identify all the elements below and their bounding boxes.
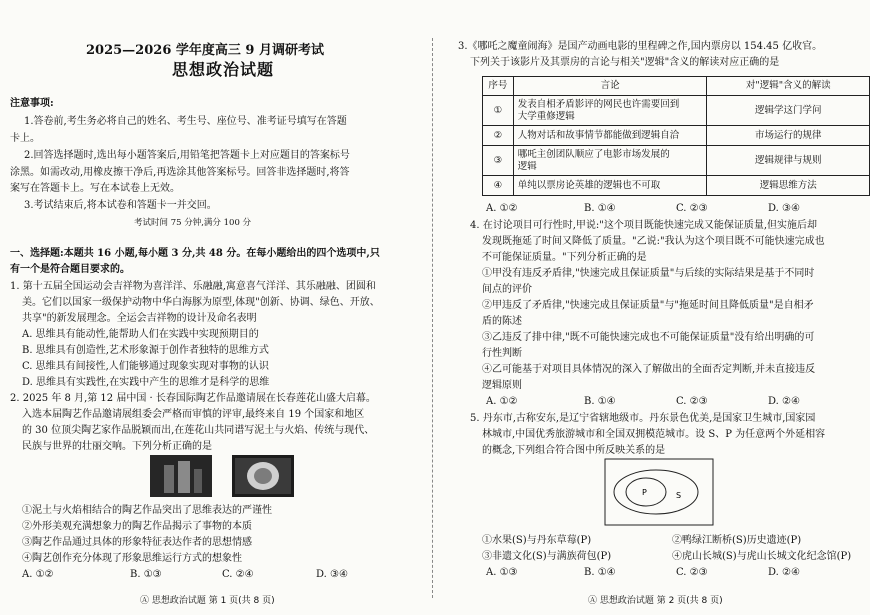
question-1-stem: 1. 第十五届全国运动会吉祥物为喜洋洋、乐融融,寓意喜气洋洋、其乐融融、团圆和 [10,281,376,292]
question-5-option: ③非遗文化(S)与满族荷包(P) [482,551,612,562]
question-2-statement: ②外形美观充满想象力的陶艺作品揭示了事物的本质 [22,521,252,532]
question-2-statement: ④陶艺创作充分体现了形象思维运行方式的想象性 [22,553,242,564]
question-5-choice: A. ①③ [486,567,518,578]
question-1-option: C. 思维具有间接性,人们能够通过现象实现对事物的认识 [22,361,269,372]
table-cell [513,146,707,176]
question-4-statement: 盾的陈述 [482,316,522,327]
note-line: 卡上。 [10,133,40,144]
question-4-stem: 不可能保证质量。"下列分析正确的是 [482,252,647,263]
diagram-label-p: P [642,488,647,497]
question-2-choice: C. ②④ [222,569,254,580]
notes-title: 注意事项: [10,98,54,109]
question-5-stem: 的概念,下列组合符合图中所反映关系的是 [482,445,666,456]
note-line: 2.回答选择题时,选出每小题答案后,用铅笔把答题卡上对应题目的答案标号 [24,150,350,161]
table-row [483,96,870,126]
table-header: 对"逻辑"含义的解读 [707,77,870,96]
question-2-statement: ③陶艺作品通过具体的形象特征表达作者的思想情感 [22,537,252,548]
outer-ellipse [614,470,698,514]
question-5-stem: 5. 丹东市,古称安东,是辽宁省辖地级市。丹东景色优美,是国家卫生城市,国家园 [470,413,816,424]
question-3-choice: C. ②③ [676,203,708,214]
section-instruction: 有一个是符合题目要求的。 [10,264,130,275]
question-3-choice: B. ①④ [584,203,616,214]
question-2-stem: 的 30 位顶尖陶艺家作品脱颖而出,在莲花山共同谱写泥土与火焰、传统与现代、 [22,425,375,436]
concept-relation-diagram [604,458,714,526]
question-5-choice: D. ②④ [768,567,800,578]
question-5-choice: C. ②③ [676,567,708,578]
question-4-stem: 发现既拖延了时间又降低了质量。"乙说:"我认为这个项目既不可能快速完成也 [482,236,825,247]
table-cell: 逻辑学这门学问 [707,96,870,126]
question-4-statement: ②甲违反了矛盾律,"快速完成且保证质量"与"拖延时间且降低质量"是自相矛 [482,300,814,311]
question-3-choice: A. ①② [486,203,518,214]
cell-text: 大学重修逻辑 [517,110,575,122]
table-cell: 市场运行的规律 [707,126,870,146]
section-instruction: 一、选择题:本题共 16 小题,每小题 3 分,共 48 分。在每小题给出的四个选项中,只 [10,248,380,259]
question-4-statement: 逻辑原则 [482,380,522,391]
table-cell: ③ [483,146,514,176]
question-4-choice: C. ②③ [676,396,708,407]
question-3-stem: 3.《哪吒之魔童闹海》是国产动画电影的里程碑之作,国内票房以 154.45 亿收官。 [458,41,823,52]
exam-title: 2025—2026 学年度高三 9 月调研考试 [86,43,324,58]
exam-time: 考试时间 75 分钟,满分 100 分 [134,218,252,228]
question-4-statement: 行性判断 [482,348,522,359]
question-1-option: B. 思维具有创造性,艺术形象源于创作者独特的思维方式 [22,345,269,356]
note-line: 涂黑。如需改动,用橡皮擦干净后,再选涂其他答案标号。回答非选择题时,将答 [10,167,350,178]
cell-text: 逻辑 [517,160,537,172]
table-cell: ④ [483,176,514,196]
note-line: 1.答卷前,考生务必将自己的姓名、考生号、座位号、准考证号填写在答题 [24,116,347,127]
question-1-option: A. 思维具有能动性,能帮助人们在实践中实现预期目的 [22,329,259,340]
table-header: 序号 [483,77,514,96]
logic-table [482,76,870,196]
table-cell: ② [483,126,514,146]
question-2-choice: B. ①③ [130,569,162,580]
question-1-stem: 美。它们以国家一级保护动物中华白海豚为原型,体现"创新、协调、绿色、开放、 [22,297,380,308]
question-4-statement: 间点的评价 [482,284,532,295]
note-line: 3.考试结束后,将本试卷和答题卡一并交回。 [24,200,217,211]
diagram-label-s: S [676,491,682,500]
question-4-choice: D. ②④ [768,396,800,407]
question-4-statement: ①甲没有违反矛盾律,"快速完成且保证质量"与后续的实际结果是基于不同时 [482,268,815,279]
question-4-statement: ④乙可能基于对项目具体情况的深入了解做出的全面否定判断,并未直接违反 [482,364,816,375]
table-cell [513,96,707,126]
ceramic-photo-left [150,455,212,497]
question-5-choice: B. ①④ [584,567,616,578]
question-5-stem: 林城市,中国优秀旅游城市和全国双拥模范城市。设 S、P 为任意两个外延相容 [482,429,826,440]
table-cell: 人物对话和故事情节都能做到逻辑自洽 [513,126,707,146]
question-4-stem: 4. 在讨论项目可行性时,甲说:"这个项目既能快速完成又能保证质量,但实施后却 [470,220,818,231]
question-2-statement: ①泥土与火焰相结合的陶艺作品突出了思维表达的严谨性 [22,505,272,516]
table-cell: 逻辑思维方法 [707,176,870,196]
right-column [436,0,870,615]
page-footer: Ⓐ 思想政治试题 第 2 页(共 8 页) [588,596,723,606]
table-row [483,126,870,146]
table-cell: 单纯以票房论英雄的逻辑也不可取 [513,176,707,196]
question-3-stem: 下列关于该影片及其票房的言论与相关"逻辑"含义的解读对应正确的是 [470,57,780,68]
question-3-choice: D. ③④ [768,203,800,214]
table-row [483,146,870,176]
question-5-option: ①水果(S)与丹东草莓(P) [482,535,592,546]
question-2-stem: 2. 2025 年 8 月,第 12 届中国 · 长春国际陶艺作品邀请展在长春莲花山盛大启幕。 [10,393,376,404]
note-line: 案写在答题卡上。写在本试卷上无效。 [10,183,180,194]
table-header: 言论 [513,77,707,96]
question-2-choice: A. ①② [22,569,54,580]
cell-text: 发表自相矛盾影评的网民也许需要回到 [517,98,680,110]
question-4-choice: A. ①② [486,396,518,407]
question-1-option: D. 思维具有实践性,在实践中产生的思维才是科学的思维 [22,377,270,388]
table-header-row [483,77,870,96]
cell-text: 哪吒主创团队顺应了电影市场发展的 [517,148,670,160]
question-1-stem: 共享"的新发展理念。全运会吉祥物的设计及命名表明 [22,313,257,324]
page-footer: Ⓐ 思想政治试题 第 1 页(共 8 页) [140,596,275,606]
table-cell: ① [483,96,514,126]
subject-title: 思想政治试题 [172,60,275,79]
table-row [483,176,870,196]
question-5-option: ②鸭绿江断桥(S)历史遗迹(P) [672,535,802,546]
question-2-stem: 民族与世界的壮丽交响。下列分析正确的是 [22,441,212,452]
column-divider [432,38,433,598]
left-column [0,0,430,615]
table-cell: 逻辑规律与规则 [707,146,870,176]
diagram-frame [605,459,713,525]
question-4-choice: B. ①④ [584,396,616,407]
question-4-statement: ③乙违反了排中律,"既不可能快速完成也不可能保证质量"没有给出明确的可 [482,332,815,343]
question-2-stem: 入选本届陶艺作品邀请展组委会严格而审慎的评审,最终来自 19 个国家和地区 [22,409,365,420]
question-2-choice: D. ③④ [316,569,348,580]
question-5-option: ④虎山长城(S)与虎山长城文化纪念馆(P) [672,551,852,562]
ceramic-photo-right [232,455,294,497]
